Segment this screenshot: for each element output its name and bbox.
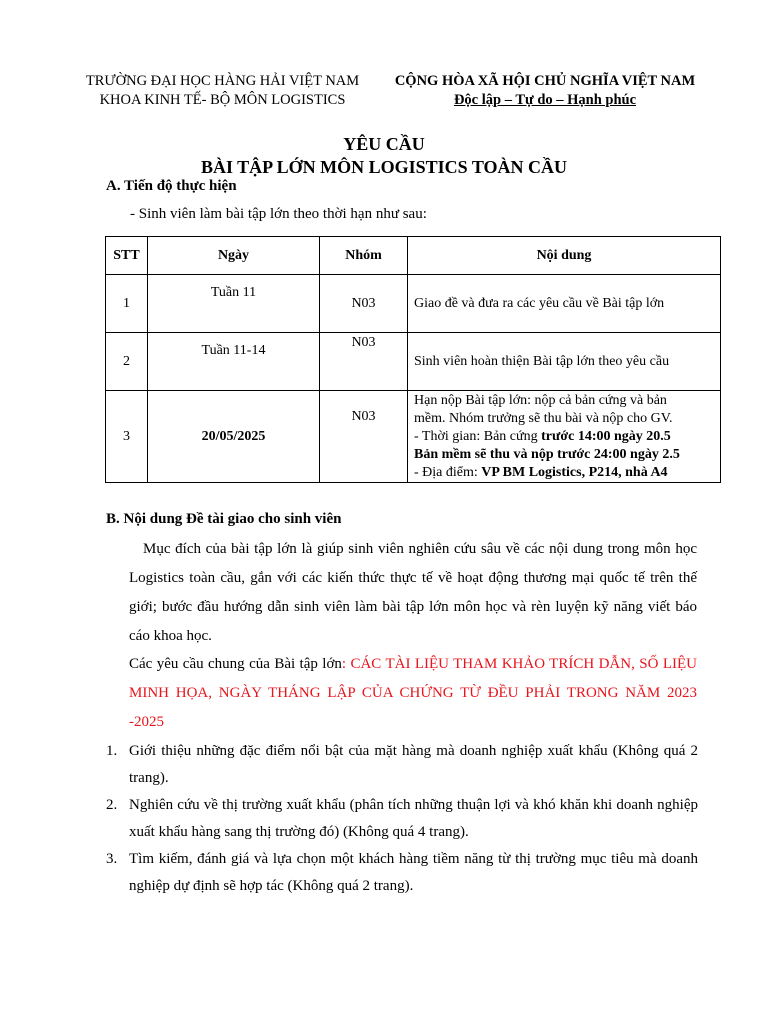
schedule-table: [105, 236, 721, 483]
row-number: 2: [106, 333, 148, 391]
list-text: Nghiên cứu về thị trường xuất khẩu (phân tích những thuận lợi và khó khăn khi doanh nghiệp xuất khẩu hàng sang thị trường đó) (Không quá 4 trang).: [129, 797, 698, 840]
country-name: CỘNG HÒA XÃ HỘI CHỦ NGHĨA VIỆT NAM: [394, 73, 696, 89]
table-row: [106, 333, 721, 391]
deadline-time-line: [414, 428, 714, 446]
table-header-row: [106, 237, 721, 275]
list-number: 1.: [106, 743, 118, 759]
row-day: Tuần 11-14: [148, 333, 320, 391]
column-header: Nhóm: [320, 237, 408, 275]
row-group: N03: [320, 391, 408, 483]
location-value: VP BM Logistics, P214, nhà A4: [481, 465, 668, 480]
time-value: trước 14:00 ngày 20.5: [541, 429, 671, 444]
row-day: Tuần 11: [148, 275, 320, 333]
list-number: 3.: [106, 851, 118, 867]
university-name: TRƯỜNG ĐẠI HỌC HÀNG HẢI VIỆT NAM: [85, 73, 360, 89]
softcopy-line: Bản mềm sẽ thu và nộp trước 24:00 ngày 2.5: [414, 447, 680, 462]
column-header: STT: [106, 237, 148, 275]
requirements-emphasis: : CÁC TÀI LIỆU THAM KHẢO TRÍCH DẪN, SỐ LIỆU MINH HỌA, NGÀY THÁNG LẬP CỦA CHỨNG TỪ ĐỀU PHẢI TRONG NĂM 2023 -2025: [129, 656, 697, 730]
requirements-list: [106, 738, 698, 900]
section-a-intro: - Sinh viên làm bài tập lớn theo thời hạn như sau:: [130, 206, 427, 222]
requirements-paragraph: [129, 650, 697, 737]
time-label: - Thời gian: Bản cứng: [414, 429, 542, 444]
deadline-line: Hạn nộp Bài tập lớn: nộp cả bản cứng và bản: [414, 393, 667, 408]
list-item: [106, 846, 698, 900]
national-motto: Độc lập – Tự do – Hạnh phúc: [453, 92, 637, 108]
column-header: Ngày: [148, 237, 320, 275]
deadline-line: mềm. Nhóm trưởng sẽ thu bài và nộp cho GV.: [414, 411, 673, 426]
university-header: [60, 72, 385, 110]
row-content: Giao đề và đưa ra các yêu cầu về Bài tập lớn: [408, 275, 721, 333]
list-number: 2.: [106, 797, 118, 813]
table-row: [106, 391, 721, 483]
column-header: Nội dung: [408, 237, 721, 275]
location-label: - Địa điểm:: [414, 465, 482, 480]
list-text: Tìm kiếm, đánh giá và lựa chọn một khách hàng tiềm năng từ thị trường mục tiêu mà doanh nghiệp dự định sẽ hợp tác (Không quá 2 trang).: [129, 851, 698, 894]
row-number: 3: [106, 391, 148, 483]
row-content: [408, 391, 721, 483]
list-text: Giới thiệu những đặc điểm nổi bật của mặt hàng mà doanh nghiệp xuất khẩu (Không quá 2 trang).: [129, 743, 698, 786]
list-item: [106, 738, 698, 792]
document-subtitle: BÀI TẬP LỚN MÔN LOGISTICS TOÀN CẦU: [200, 157, 568, 177]
department-name: KHOA KINH TẾ- BỘ MÔN LOGISTICS: [99, 92, 346, 108]
table-row: [106, 275, 721, 333]
section-a-heading: A. Tiến độ thực hiện: [106, 178, 237, 194]
section-b-heading: B. Nội dung Đề tài giao cho sinh viên: [106, 511, 342, 527]
document-title: YÊU CẦU: [343, 134, 425, 154]
row-day: 20/05/2025: [148, 391, 320, 483]
national-header: [380, 72, 710, 110]
purpose-paragraph: Mục đích của bài tập lớn là giúp sinh viên nghiên cứu sâu về các nội dung trong môn học Logistics toàn cầu, gắn với các kiến thức thực tế về hoạt động thương mại quốc tế trên thế giới; bước đầu hướng dẫn sinh viên làm bài tập lớn môn học và rèn luyện kỹ năng viết báo cáo khoa học.: [129, 541, 697, 644]
location-line: [414, 464, 714, 482]
row-number: 1: [106, 275, 148, 333]
requirements-lead: Các yêu cầu chung của Bài tập lớn: [129, 656, 342, 672]
row-group: N03: [320, 275, 408, 333]
row-group: N03: [320, 333, 408, 391]
list-item: [106, 792, 698, 846]
row-content: Sinh viên hoàn thiện Bài tập lớn theo yêu cầu: [408, 333, 721, 391]
